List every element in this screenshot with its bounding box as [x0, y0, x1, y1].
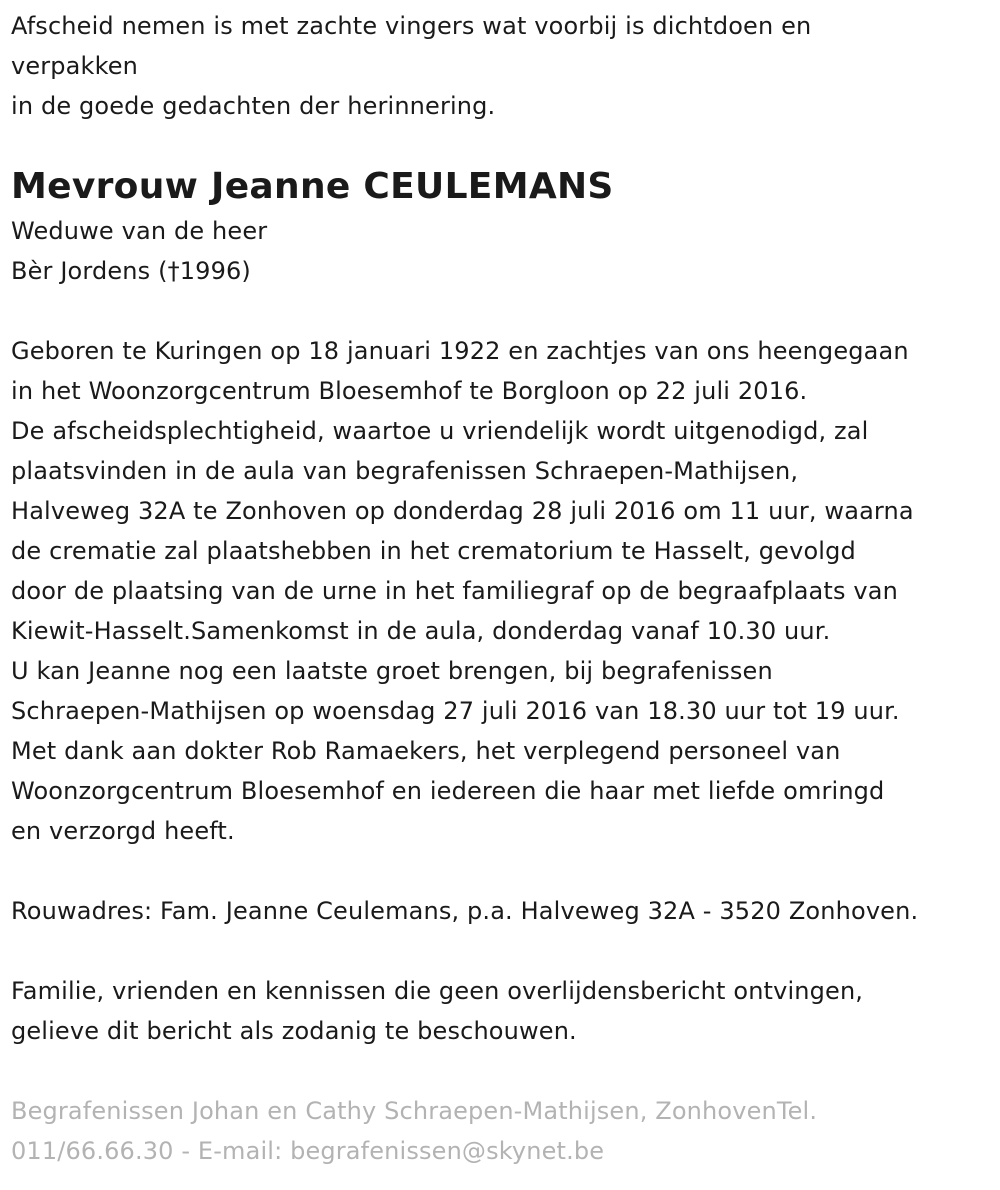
footer-line: 011/66.66.30 - E-mail: begrafenissen@skynet.be [11, 1137, 605, 1165]
footer-line: Begrafenissen Johan en Cathy Schraepen-Mathijsen, ZonhovenTel. [11, 1097, 818, 1125]
announcement-line: de crematie zal plaatshebben in het crematorium te Hasselt, gevolgd [11, 537, 856, 565]
address-line: Rouwadres: Fam. Jeanne Ceulemans, p.a. Halveweg 32A - 3520 Zonhoven. [11, 897, 919, 925]
announcement-line: door de plaatsing van de urne in het familiegraf op de begraafplaats van [11, 577, 898, 605]
deceased-name: Mevrouw Jeanne CEULEMANS [11, 166, 614, 207]
announcement-line: Schraepen-Mathijsen op woensdag 27 juli 2016 van 18.30 uur tot 19 uur. [11, 697, 900, 725]
notice-line: gelieve dit bericht als zodanig te beschouwen. [11, 1017, 577, 1045]
announcement-line: Kiewit-Hasselt.Samenkomst in de aula, donderdag vanaf 10.30 uur. [11, 617, 831, 645]
announcement-line: Met dank aan dokter Rob Ramaekers, het verplegend personeel van [11, 737, 841, 765]
funeral-home-footer [11, 1091, 990, 1171]
announcement-line: Woonzorgcentrum Bloesemhof en iedereen die haar met liefde omringd [11, 777, 885, 805]
spouse-line [11, 251, 990, 291]
intro-line: verpakken [11, 52, 139, 80]
spouse-name: Bèr Jordens ( [11, 257, 168, 285]
relation-block [11, 211, 990, 291]
announcement-text [11, 331, 990, 851]
intro-poem [11, 6, 990, 126]
notice-text [11, 971, 990, 1051]
mourning-address [11, 891, 990, 931]
intro-line: in de goede gedachten der herinnering. [11, 92, 496, 120]
announcement-line: U kan Jeanne nog een laatste groet brengen, bij begrafenissen [11, 657, 773, 685]
intro-line: Afscheid nemen is met zachte vingers wat voorbij is dichtdoen en [11, 12, 812, 40]
spouse-death-year: 1996) [179, 257, 251, 285]
announcement-line: plaatsvinden in de aula van begrafenissen Schraepen-Mathijsen, [11, 457, 799, 485]
cross-icon: † [167, 257, 180, 285]
announcement-line: De afscheidsplechtigheid, waartoe u vriendelijk wordt uitgenodigd, zal [11, 417, 869, 445]
announcement-line: en verzorgd heeft. [11, 817, 235, 845]
announcement-line: Geboren te Kuringen op 18 januari 1922 en zachtjes van ons heengegaan [11, 337, 909, 365]
announcement-line: Halveweg 32A te Zonhoven op donderdag 28 juli 2016 om 11 uur, waarna [11, 497, 914, 525]
relation-line: Weduwe van de heer [11, 217, 268, 245]
notice-line: Familie, vrienden en kennissen die geen overlijdensbericht ontvingen, [11, 977, 864, 1005]
announcement-line: in het Woonzorgcentrum Bloesemhof te Borgloon op 22 juli 2016. [11, 377, 808, 405]
